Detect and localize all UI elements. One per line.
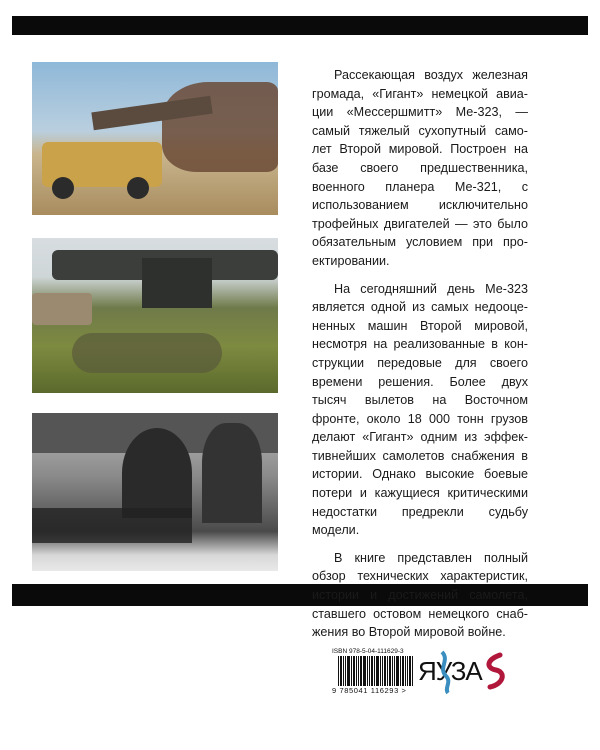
cover-description <box>312 66 528 651</box>
barcode-bar <box>371 656 373 686</box>
description-line: ставшего остовом немецкого снаб- <box>312 606 528 621</box>
river-stroke-icon <box>436 650 456 694</box>
description-line: военного планера Ме-321, с <box>312 179 528 194</box>
description-line: является одной из самых недооце- <box>312 300 528 315</box>
description-line: недостатки предрекли судьбу <box>312 504 528 519</box>
barcode-bar <box>412 656 413 686</box>
barcode-bars <box>338 656 422 686</box>
description-line: фронте, около 18 000 тонн грузов <box>312 411 528 426</box>
barcode-bar <box>345 656 346 686</box>
top-black-band <box>12 16 588 35</box>
description-line: несмотря на реализованные в кон- <box>312 337 528 352</box>
barcode-bar <box>389 656 391 686</box>
barcode-bar <box>394 656 395 686</box>
description-line: тивнейших самолетов снабжения в <box>312 448 528 463</box>
barcode-bar <box>369 656 370 686</box>
barcode-bar <box>380 656 381 686</box>
barcode-bar <box>358 656 359 686</box>
description-line: потери и кажущиеся критическими <box>312 486 528 501</box>
description-line: тысяч вылетов на Восточном <box>312 393 528 408</box>
barcode-bar <box>351 656 352 686</box>
barcode-bar <box>338 656 339 686</box>
barcode-bar <box>407 656 408 686</box>
barcode-bar <box>353 656 355 686</box>
description-line: базе своего предшественника, <box>312 160 528 175</box>
isbn-digits: 9 785041 116293 > <box>332 686 407 695</box>
description-paragraph <box>312 549 528 642</box>
description-line: трофейных двигателей — это было <box>312 216 528 231</box>
description-line: ненных машин Второй мировой, <box>312 318 528 333</box>
description-line: использованием исключительно <box>312 198 528 213</box>
barcode-bar <box>384 656 386 686</box>
barcode-bar <box>387 656 388 686</box>
description-line: обязательным условием при про- <box>312 235 528 250</box>
barcode-bar <box>340 656 342 686</box>
barcode-bar <box>360 656 362 686</box>
publisher-logo-yauza <box>418 650 482 690</box>
barcode-bar <box>343 656 344 686</box>
description-paragraph <box>312 66 528 271</box>
barcode-bar <box>363 656 366 686</box>
barcode-bar <box>402 656 404 686</box>
barcode-bar <box>376 656 379 686</box>
isbn-label: ISBN 978-5-04-111629-3 <box>332 648 404 655</box>
barcode-bar <box>392 656 393 686</box>
barcode-bar <box>356 656 357 686</box>
description-line: времени решения. Более двух <box>312 374 528 389</box>
barcode-bar <box>382 656 383 686</box>
eksmo-swirl-logo-icon <box>482 652 508 690</box>
description-line: обзор технических характеристик, <box>312 569 528 584</box>
description-line: истории. Однако высокие боевые <box>312 467 528 482</box>
barcode-bar <box>409 656 411 686</box>
description-line: истории и достижений самолета, <box>312 588 528 603</box>
description-line: В книге представлен полный <box>334 550 528 565</box>
photo-me323-with-truck <box>32 62 278 215</box>
barcode-bar <box>400 656 401 686</box>
description-line: На сегодняшний день Ме-323 <box>334 281 528 296</box>
photo-troops-boarding-aircraft <box>32 413 278 571</box>
barcode-bar <box>347 656 350 686</box>
description-line: ектировании. <box>312 253 390 268</box>
barcode-bar <box>405 656 406 686</box>
barcode-bar <box>374 656 375 686</box>
barcode-bar <box>367 656 368 686</box>
barcode-bar <box>396 656 399 686</box>
description-line: струкции передовые для своего <box>312 355 528 370</box>
publisher-logo-text: ЯУЗА <box>418 656 482 686</box>
description-paragraph <box>312 280 528 540</box>
description-line: Рассекающая воздух железная <box>334 68 528 82</box>
isbn-barcode <box>332 648 422 695</box>
description-line: делают «Гигант» одним из эффек- <box>312 430 528 445</box>
description-line: модели. <box>312 523 360 538</box>
description-line: самый тяжелый сухопутный само- <box>312 123 528 138</box>
description-line: ции «Мессершмитт» Ме-323, — <box>312 105 528 120</box>
description-line: громада, «Гигант» немецкой авиа- <box>312 86 528 101</box>
photo-soldiers-resting-near-aircraft <box>32 238 278 393</box>
description-line: лет Второй мировой. Построен на <box>312 142 528 157</box>
description-line: жения во Второй мировой войне. <box>312 625 506 640</box>
